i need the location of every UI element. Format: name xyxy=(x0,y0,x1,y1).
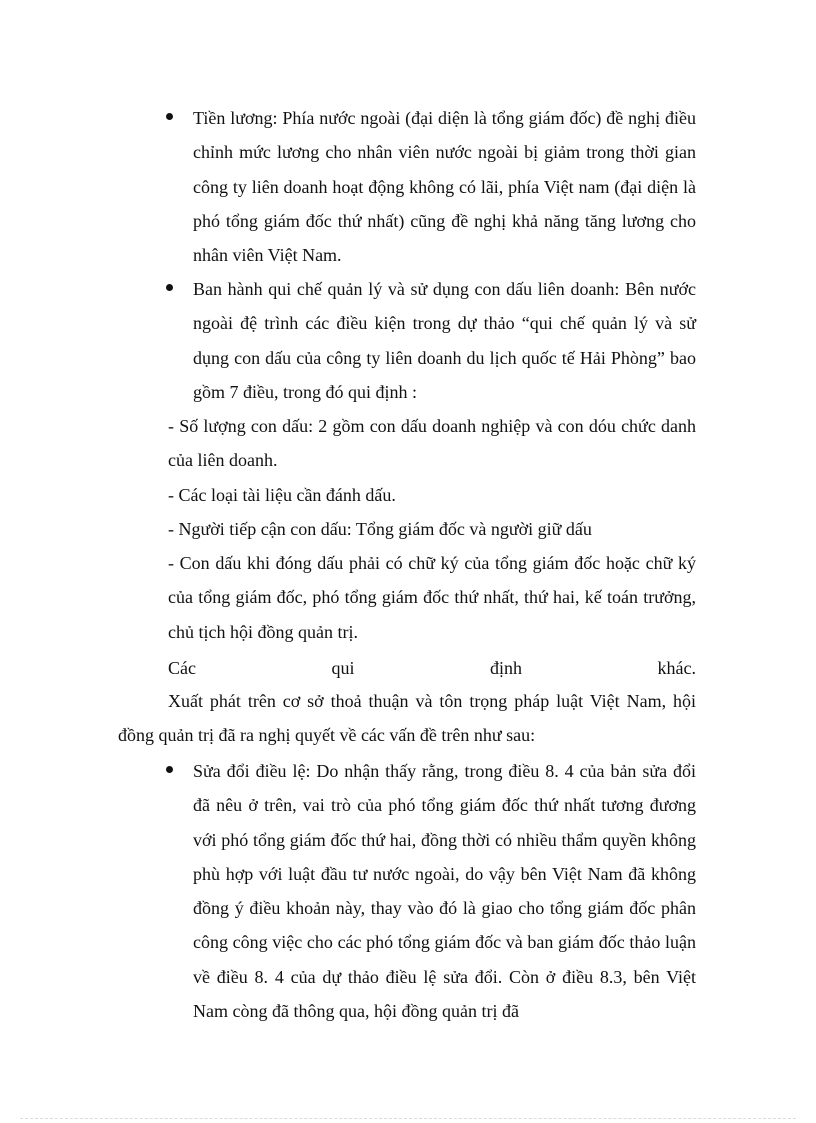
bullet-dot-icon xyxy=(166,113,173,120)
spread-word: qui xyxy=(331,658,355,678)
seal-item-signature: - Con dấu khi đóng dấu phải có chữ ký của tổng giám đốc hoặc chữ ký của tổng giám đốc, phó tổng giám đốc thứ nhất, thứ hai, kế toán trưởng, chủ tịch hội đồng quản trị. xyxy=(168,553,696,642)
seal-item-quantity: - Số lượng con dấu: 2 gồm con dấu doanh nghiệp và con dóu chức danh của liên doanh. xyxy=(168,416,696,471)
bullet-salary xyxy=(166,101,696,272)
other-regulations-line xyxy=(168,651,696,685)
resolution-paragraph: Xuất phát trên cơ sở thoả thuận và tôn trọng pháp luật Việt Nam, hội đồng quản trị đã ra nghị quyết về các vấn đề trên như sau: xyxy=(118,691,696,746)
spread-word: Các xyxy=(168,658,196,678)
seal-item-documents: - Các loại tài liệu cần đánh dấu. xyxy=(168,485,396,505)
bullet-charter-amendment xyxy=(166,754,696,1028)
bullet-dot-icon xyxy=(166,284,173,291)
spread-word: khác. xyxy=(657,658,696,678)
spread-word: định xyxy=(490,658,523,678)
seal-item-access: - Người tiếp cận con dấu: Tổng giám đốc và người giữ dấu xyxy=(168,519,592,539)
bullet-seal-regulation-text: Ban hành qui chế quản lý và sử dụng con dấu liên doanh: Bên nước ngoài đệ trình các điều kiện trong dự thảo “qui chế quản lý và sử dụng con dấu của công ty liên doanh du lịch quốc tế Hải Phòng” bao gồm 7 điều, trong đó qui định : xyxy=(193,279,696,402)
bullet-seal-regulation xyxy=(166,272,696,409)
bullet-dot-icon xyxy=(166,766,173,773)
bullet-salary-text: Tiền lương: Phía nước ngoài (đại diện là tổng giám đốc) đề nghị điều chỉnh mức lương cho nhân viên nước ngoài bị giảm trong thời gian công ty liên doanh hoạt động không có lãi, phía Việt nam (đại diện là phó tổng giám đốc thứ nhất) cũng đề nghị khả năng tăng lương cho nhân viên Việt Nam. xyxy=(193,108,696,266)
page-footer-divider xyxy=(20,1118,796,1119)
bullet-charter-amendment-text: Sửa đổi điều lệ: Do nhận thấy rằng, trong điều 8. 4 của bản sửa đổi đã nêu ở trên, vai trò của phó tổng giám đốc thứ nhất tương đương với phó tổng giám đốc thứ hai, đồng thời có nhiều thẩm quyền không phù hợp với luật đầu tư nước ngoài, do vậy bên Việt Nam đã không đồng ý điều khoản này, thay vào đó là giao cho tổng giám đốc phân công công việc cho các phó tổng giám đốc và ban giám đốc thảo luận về điều 8. 4 của dự thảo điều lệ sửa đổi. Còn ở điều 8.3, bên Việt Nam còng đã thông qua, hội đồng quản trị đã xyxy=(193,761,696,1022)
